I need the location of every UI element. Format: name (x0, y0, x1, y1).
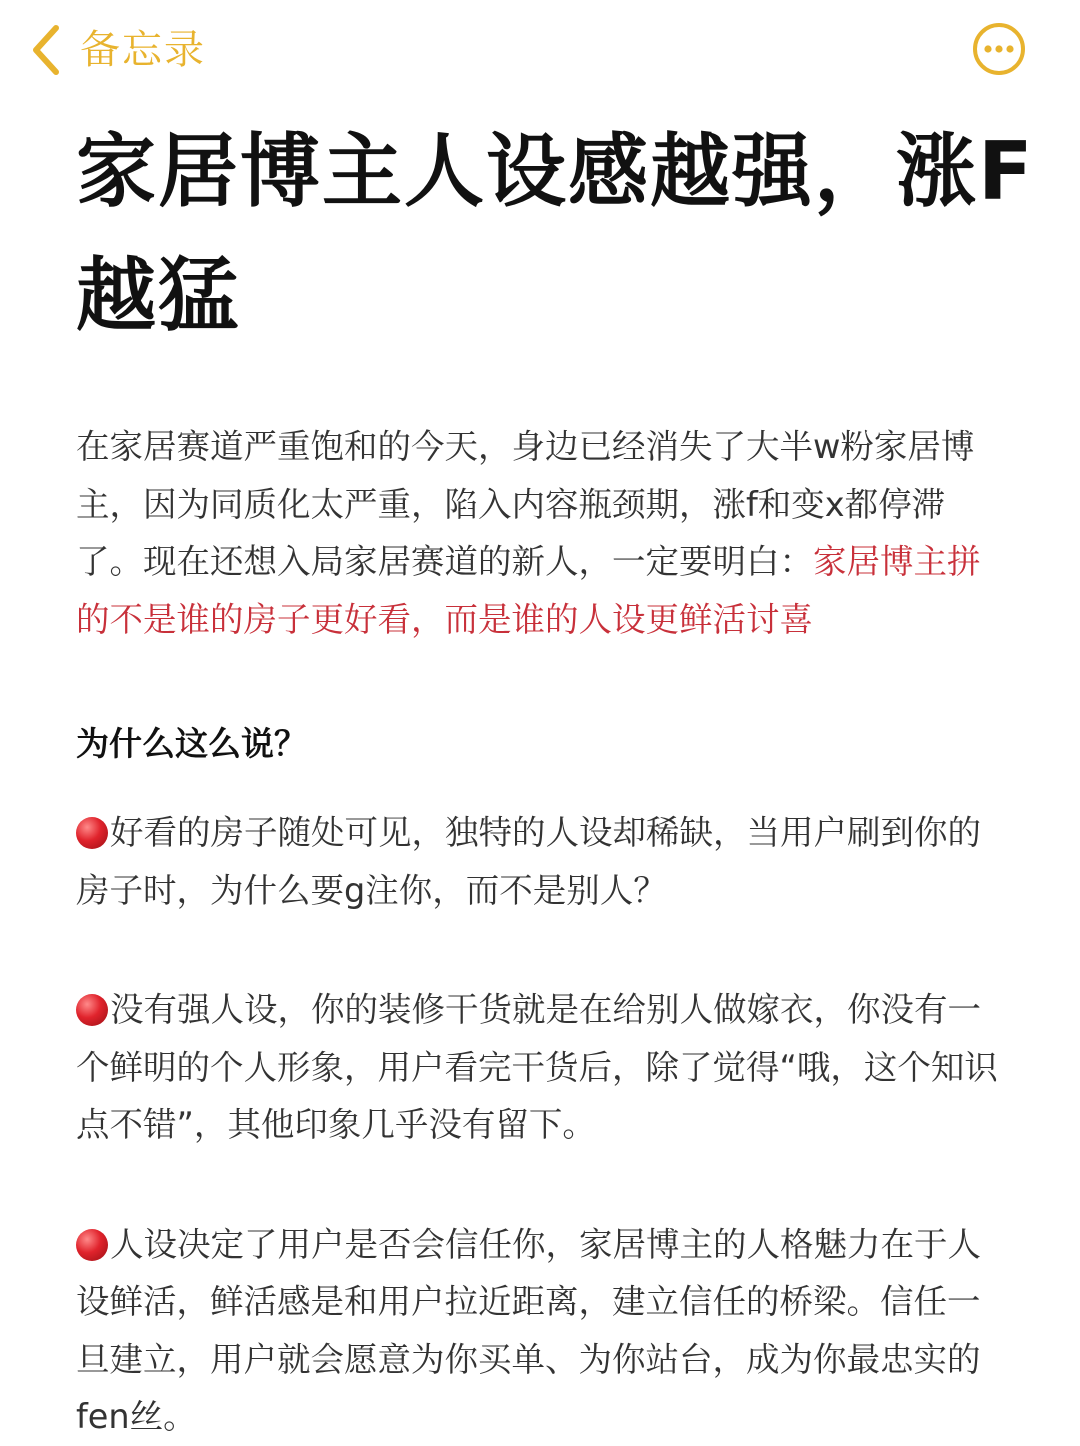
back-label: 备忘录 (80, 27, 206, 73)
note-title: 家居博主人设感越强，涨F越猛 (76, 125, 1035, 342)
bullet-item (76, 981, 1011, 1154)
intro-highlight-text: 家居博主拼的不是谁的房子更好看，而是谁的人设更鲜活讨喜 (76, 542, 981, 639)
bullet-text: 人设决定了用户是否会信任你，家居博主的人格魅力在于人设鲜活，鲜活感是和用户拉近距离，建立信任的桥梁。信任一旦建立，用户就会愿意为你买单、为你站台，成为你最忠实的fen丝。 (76, 1224, 981, 1436)
intro-text: 在家居赛道严重饱和的今天，身边已经消失了大半w粉家居博主，因为同质化太严重，陷入内容瓶颈期，涨f和变x都停滞了。现在还想入局家居赛道的新人，一定要明白： (76, 427, 975, 581)
bullet-text: 没有强人设，你的装修干货就是在给别人做嫁衣，你没有一个鲜明的个人形象，用户看完干货后，除了觉得“哦，这个知识点不错”，其他印象几乎没有留下。 (76, 990, 998, 1144)
chevron-left-icon (28, 22, 62, 78)
bullet-item (76, 1216, 1011, 1446)
red-circle-icon (76, 817, 108, 849)
red-circle-icon (76, 1229, 108, 1261)
more-options-button[interactable] (972, 22, 1026, 76)
note-body (76, 418, 1011, 1446)
intro-paragraph (76, 418, 1011, 648)
section-heading: 为什么这么说？ (76, 724, 307, 763)
more-horizontal-icon (972, 61, 1026, 80)
back-button[interactable] (28, 22, 206, 78)
navigation-bar (0, 0, 1080, 110)
bullet-text: 好看的房子随处可见，独特的人设却稀缺，当用户刷到你的房子时，为什么要g注你，而不是别人？ (76, 813, 981, 910)
red-circle-icon (76, 994, 108, 1026)
bullet-item (76, 804, 1011, 919)
